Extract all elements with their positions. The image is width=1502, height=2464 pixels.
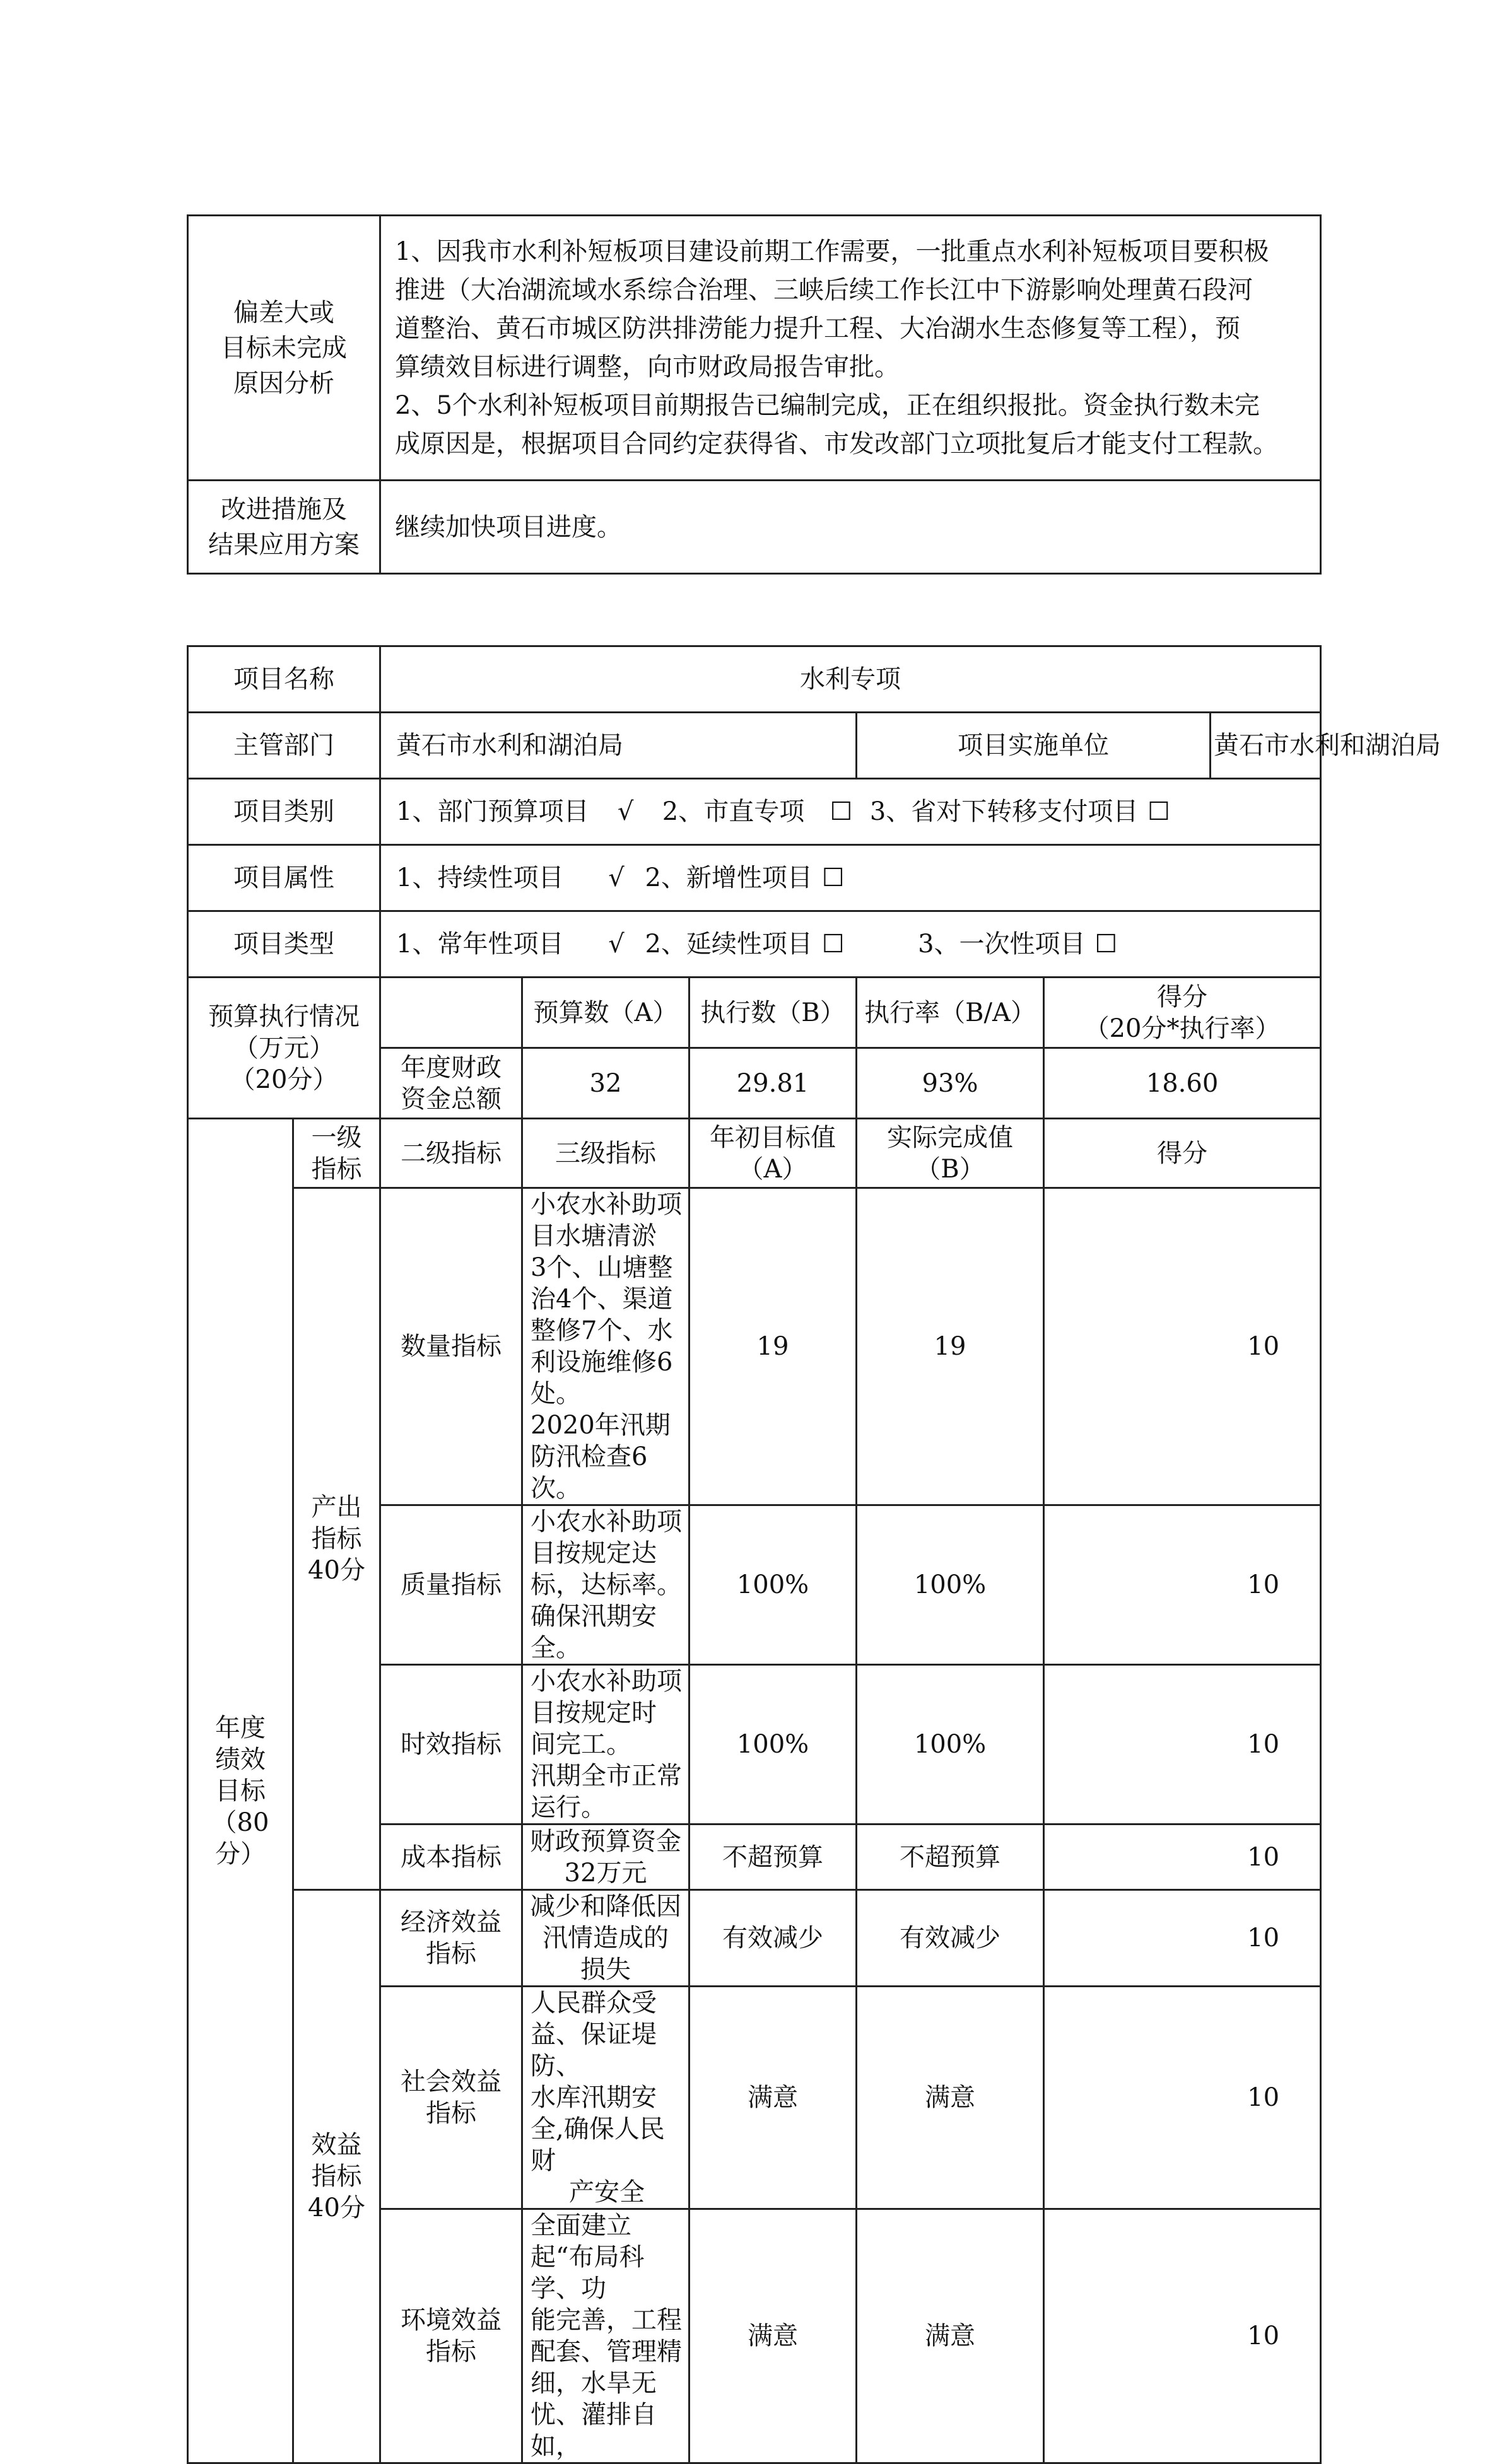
department-label: 主管部门 [188,713,380,779]
project-name-label: 项目名称 [188,646,380,713]
budget-value: 32 [522,1048,689,1119]
attribute-option [645,863,845,892]
actual-cell: 满意 [857,1987,1044,2209]
level3-line: 3个、山塘整治4个、渠道 [531,1253,673,1314]
improvement-content: 继续加快项目进度。 [380,481,1321,574]
level3-line: 处。 [531,1379,581,1408]
performance-label-line: （80 [211,1807,269,1837]
department-row [188,713,1321,779]
performance-label-line: 绩效 [215,1744,266,1774]
type-option-text: 3、一次性项目 [918,930,1086,959]
budget-header-executed: 执行数（B） [689,978,857,1048]
score-cell: 10 [1044,2209,1321,2463]
actual-cell: 100% [857,1665,1044,1825]
category-label: 项目类别 [188,779,380,845]
level2-line: 社会效益 [401,2067,502,2096]
category-option-text: 3、省对下转移支付项目 [869,797,1139,826]
budget-label-line: （万元） [233,1033,334,1063]
level1-output-line: 指标 [311,1524,362,1553]
actual-cell: 有效减少 [857,1890,1044,1987]
level1-header-line: 指标 [311,1154,362,1184]
target-header-line: （A） [738,1154,807,1184]
deviation-label [188,216,380,481]
implementing-unit-value: 黄石市水利和湖泊局 [1211,713,1321,779]
level2-line: 经济效益 [401,1908,502,1937]
level3-line: 水库汛期安全,确保人民财 [531,2083,665,2175]
score-cell: 10 [1044,1987,1321,2209]
attribute-option-text: 1、持续性项目 [396,863,564,892]
score-cell: 10 [1044,1188,1321,1505]
level3-line: 能完善，工程配套、管理精 [531,2306,682,2366]
type-option [918,930,1118,959]
performance-label-line: 目标 [215,1776,266,1806]
budget-header-rate: 执行率（B/A） [857,978,1044,1048]
level3-line: 标，达标率。 [531,1570,682,1599]
performance-header-row [188,1119,1321,1188]
score-cell: 10 [1044,1890,1321,1987]
level2-line: 指标 [426,2099,476,2128]
check-mark-icon: √ [608,863,625,892]
level3-line: 全面建立起“布局科学、功 [531,2211,645,2303]
level3-line: 人民群众受益、保证堤防、 [531,1988,657,2081]
actual-header-line: 实际完成值 [887,1123,1013,1152]
budget-label-line: （20分） [230,1065,338,1094]
category-option-text: 2、市直专项 [662,797,805,826]
level2-header: 二级指标 [380,1119,522,1188]
level1-benefit-line: 指标 [311,2162,362,2191]
score-cell: 10 [1044,1505,1321,1665]
level1-output-line: 40分 [308,1556,365,1585]
level3-line: 整修7个、水利设施维修6 [531,1316,673,1377]
attribute-label: 项目属性 [188,845,380,911]
level1-header-line: 一级 [311,1123,362,1152]
check-mark-icon: √ [617,797,634,826]
level3-cell [522,2209,689,2463]
target-cell: 100% [689,1665,857,1825]
level2-cell [380,1987,522,2209]
improvement-label [188,481,380,574]
target-header-line: 年初目标值 [710,1123,836,1152]
checkbox-empty-icon: ☐ [821,863,845,892]
category-option-text: 1、部门预算项目 [396,797,589,826]
attribute-option-text: 2、新增性项目 [645,863,813,892]
deviation-content-line: 2、5个水利补短板项目前期报告已编制完成，正在组织报批。资金执行数未完 [395,390,1260,420]
level2-line: 指标 [426,2337,476,2366]
level2-cell: 质量指标 [380,1505,522,1665]
target-header [689,1119,857,1188]
score-header: 得分 [1044,1119,1321,1188]
level1-output [293,1188,380,1890]
target-cell: 100% [689,1505,857,1665]
level3-line: 产安全 [569,2178,645,2207]
level1-output-line: 产出 [311,1493,362,1522]
checkbox-empty-icon: ☐ [830,797,853,826]
execution-rate-value: 93% [857,1048,1044,1119]
budget-label-line: 预算执行情况 [208,1001,360,1031]
checkbox-empty-icon: ☐ [821,930,845,959]
project-name-row [188,646,1321,713]
level3-line: 小农水补助项目按规定时 [531,1667,682,1727]
check-mark-icon: √ [608,930,625,959]
budget-row-label-line: 年度财政 [401,1053,502,1082]
category-option [396,797,662,826]
level2-line: 指标 [426,1939,476,1968]
deviation-table [187,214,1322,575]
level3-line: 间完工。 [531,1730,631,1759]
budget-header-blank [380,978,522,1048]
level3-cell [522,1890,689,1987]
target-cell: 满意 [689,2209,857,2463]
actual-cell: 满意 [857,2209,1044,2463]
budget-row-label [380,1048,522,1119]
deviation-content-line: 推进（大冶湖流域水系综合治理、三峡后续工作长江中下游影响处理黄石段河 [395,275,1253,305]
actual-header [857,1119,1044,1188]
deviation-content-line: 算绩效目标进行调整，向市财政局报告审批。 [395,352,900,382]
level3-cell: 财政预算资金32万元 [522,1825,689,1890]
budget-label [188,978,380,1119]
level2-cell [380,2209,522,2463]
improvement-label-line: 改进措施及 [221,494,347,524]
level1-benefit [293,1890,380,2463]
deviation-content-line: 1、因我市水利补短板项目建设前期工作需要，一批重点水利补短板项目要积极 [395,236,1269,266]
score-cell: 10 [1044,1825,1321,1890]
deviation-label-line: 原因分析 [233,368,334,398]
level3-line: 减少和降低因汛情造成的 [530,1892,681,1953]
project-name-value: 水利专项 [380,646,1321,713]
level3-line: 确保汛期安全。 [531,1602,657,1662]
department-value: 黄石市水利和湖泊局 [380,713,857,779]
performance-label-line: 分） [215,1839,266,1869]
category-options [380,779,1321,845]
level3-line: 2020年汛期防汛检查6次。 [531,1411,671,1503]
budget-header-score [1044,978,1321,1048]
deviation-label-line: 偏差大或 [233,298,334,327]
level3-line: 小农水补助项目按规定达 [531,1507,682,1568]
type-option [396,930,645,959]
deviation-content [380,216,1321,481]
level3-line: 损失 [580,1955,631,1984]
improvement-label-line: 结果应用方案 [208,530,360,559]
type-option [645,930,918,959]
level3-cell [522,1505,689,1665]
level2-cell: 时效指标 [380,1665,522,1825]
performance-label [188,1119,293,2463]
level3-cell [522,1987,689,2209]
level2-cell: 数量指标 [380,1188,522,1505]
checkbox-empty-icon: ☐ [1094,930,1118,959]
project-table [187,645,1441,2464]
actual-cell: 19 [857,1188,1044,1505]
budget-header-row [188,978,1321,1048]
level2-cell [380,1890,522,1987]
deviation-content-line: 成原因是，根据项目合同约定获得省、市发改部门立项批复后才能支付工程款。 [395,429,1278,458]
implementing-unit-label: 项目实施单位 [857,713,1211,779]
performance-label-line: 年度 [215,1713,266,1743]
target-cell: 19 [689,1188,857,1505]
level1-header [293,1119,380,1188]
budget-row-label-line: 资金总额 [401,1084,502,1114]
level3-line: 小农水补助项目水塘清淤 [531,1190,682,1251]
level3-cell [522,1188,689,1505]
deviation-content-line: 道整治、黄石市城区防洪排涝能力提升工程、大冶湖水生态修复等工程），预 [395,313,1240,343]
category-option [662,797,870,826]
indicator-row [188,1890,1321,1987]
attribute-options [380,845,1321,911]
deviation-label-line: 目标未完成 [221,333,347,363]
actual-cell: 不超预算 [857,1825,1044,1890]
category-row [188,779,1321,845]
level2-line: 环境效益 [401,2306,502,2335]
level1-benefit-line: 40分 [308,2193,365,2222]
type-label: 项目类型 [188,911,380,978]
budget-score-value: 18.60 [1044,1048,1321,1119]
actual-header-line: （B） [915,1154,985,1184]
type-options [380,911,1321,978]
level1-benefit-line: 效益 [311,2130,362,2159]
level3-line: 汛期全市正常运行。 [531,1761,682,1822]
actual-cell: 100% [857,1505,1044,1665]
executed-value: 29.81 [689,1048,857,1119]
budget-header-score-line: 得分 [1157,982,1208,1012]
level2-cell: 成本指标 [380,1825,522,1890]
target-cell: 满意 [689,1987,857,2209]
score-cell: 10 [1044,1665,1321,1825]
type-option-text: 1、常年性项目 [396,930,564,959]
attribute-row [188,845,1321,911]
type-option-text: 2、延续性项目 [645,930,813,959]
category-option [870,797,1171,826]
deviation-row [188,216,1321,481]
budget-header-score-line: （20分*执行率） [1084,1013,1281,1043]
indicator-row [188,1188,1321,1505]
improvement-row [188,481,1321,574]
level3-line: 细，水旱无忧、灌排自如， [531,2369,657,2461]
level3-header: 三级指标 [522,1119,689,1188]
target-cell: 不超预算 [689,1825,857,1890]
target-cell: 有效减少 [689,1890,857,1987]
level3-cell [522,1665,689,1825]
type-row [188,911,1321,978]
checkbox-empty-icon: ☐ [1147,797,1170,826]
budget-header-budget: 预算数（A） [522,978,689,1048]
attribute-option [396,863,645,892]
